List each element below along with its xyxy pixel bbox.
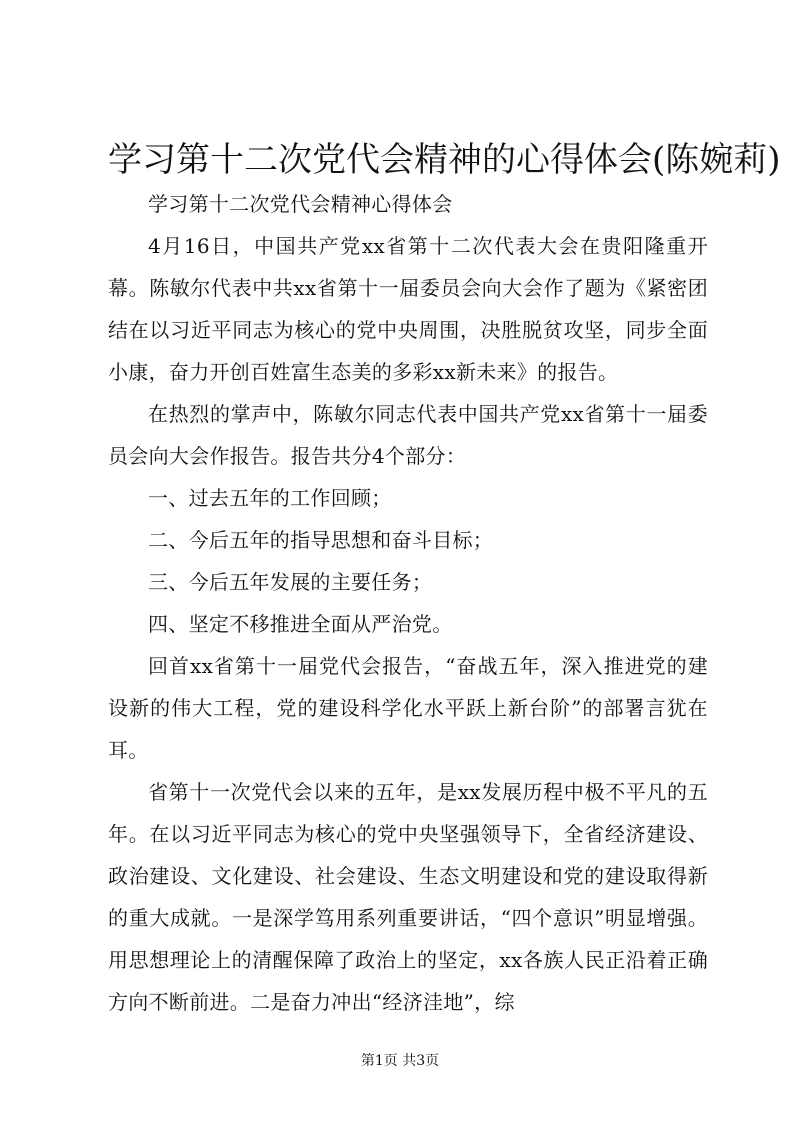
body-paragraph: 回首xx省第十一届党代会报告，“奋战五年，深入推进党的建设新的伟大工程，党的建设科学化水平跃上新台阶”的部署言犹在耳。	[108, 654, 708, 762]
list-item: 二、今后五年的指导思想和奋斗目标；	[148, 528, 494, 552]
body-paragraph: 省第十一次党代会以来的五年，是xx发展历程中极不平凡的五年。在以习近平同志为核心的党中央坚强领导下，全省经济建设、政治建设、文化建设、社会建设、生态文明建设和党的建设取得新的重大成就。一是深学笃用系列重要讲话，“四个意识”明显增强。用思想理论上的清醒保障了政治上的坚定，xx各族人民正沿着正确方向不断前进。二是奋力冲出“经济洼地”，综	[108, 780, 708, 1014]
list-item: 一、过去五年的工作回顾；	[148, 486, 392, 510]
document-body	[108, 183, 708, 1023]
page-number-footer: 第1页 共3页	[360, 1053, 440, 1069]
body-paragraph: 在热烈的掌声中，陈敏尔同志代表中国共产党xx省第十一届委员会向大会作报告。报告共分4个部分：	[108, 402, 708, 468]
subtitle-paragraph: 学习第十二次党代会精神心得体会	[148, 192, 453, 216]
list-item: 四、坚定不移推进全面从严治党。	[148, 612, 453, 636]
body-paragraph: 4月16日，中国共产党xx省第十二次代表大会在贵阳隆重开幕。陈敏尔代表中共xx省第十一届委员会向大会作了题为《紧密团结在以习近平同志为核心的党中央周围，决胜脱贫攻坚，同步全面小康，奋力开创百姓富生态美的多彩xx新未来》的报告。	[108, 234, 708, 384]
list-item: 三、今后五年发展的主要任务；	[148, 570, 433, 594]
document-title: 学习第十二次党代会精神的心得体会(陈婉莉)	[108, 140, 781, 180]
